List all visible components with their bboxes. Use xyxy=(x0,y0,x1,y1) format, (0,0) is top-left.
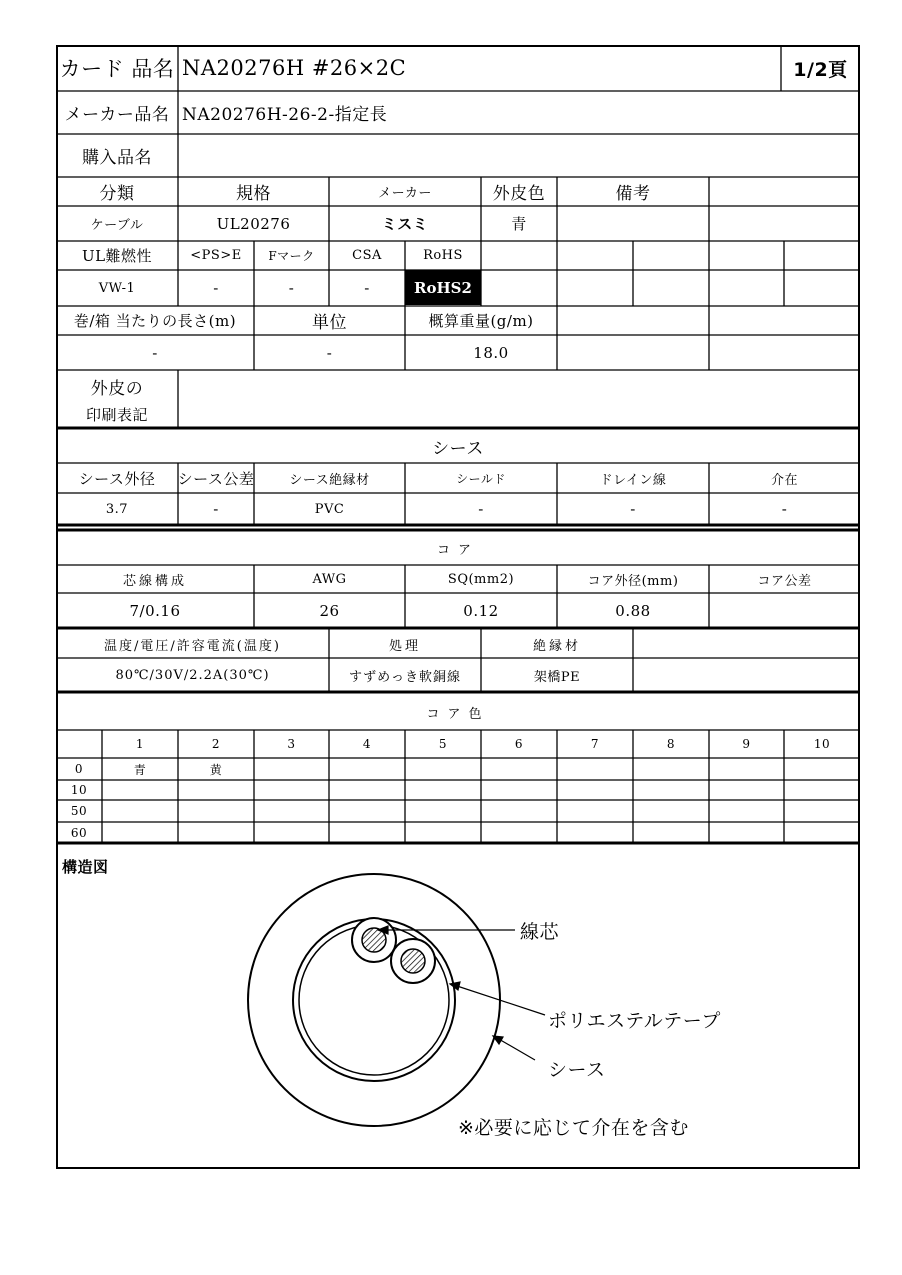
core-header-tolerance: コア公差 xyxy=(757,573,812,589)
page-number: 1/2頁 xyxy=(793,58,848,81)
card-name-value: NA20276H #26×2C xyxy=(182,56,407,80)
core-color-col-8: 8 xyxy=(666,737,676,751)
sheath-header-material: シース絶縁材 xyxy=(289,472,370,488)
core-color-col-4: 4 xyxy=(362,737,372,751)
core-color-cell: 青 xyxy=(133,762,147,777)
sheath-header-od: シース外径 xyxy=(78,469,156,488)
approval-value-fmark: - xyxy=(288,279,295,297)
conductor-2 xyxy=(401,949,425,973)
sheath-header-filler: 介在 xyxy=(770,472,798,488)
approval-header-rohs: RoHS xyxy=(423,248,463,263)
sheath-value-filler: - xyxy=(781,500,788,518)
approval-value-csa: - xyxy=(364,279,370,297)
core-color-col-2: 2 xyxy=(211,737,221,751)
core-header-od: コア外径(mm) xyxy=(587,573,679,589)
approval-header-ul: UL難燃性 xyxy=(81,247,153,265)
sheath-value-material: PVC xyxy=(314,501,345,517)
sheath-value-drain: - xyxy=(630,500,636,518)
core-color-row-label: 0 xyxy=(74,762,84,776)
sheath-title: シース xyxy=(432,439,484,459)
core-color-col-7: 7 xyxy=(590,737,600,751)
core-header-sq: SQ(mm2) xyxy=(447,571,515,587)
label-sheath: シース xyxy=(548,1058,606,1081)
core-value-sq: 0.12 xyxy=(463,601,499,620)
rating-value-insulation: 架橋PE xyxy=(533,669,581,685)
core-header-strand: 芯線構成 xyxy=(122,573,187,589)
length-header-weight: 概算重量(g/m) xyxy=(428,312,534,330)
card-name-label: カード 品名 xyxy=(59,57,175,81)
purchase-label: 購入品名 xyxy=(82,148,152,168)
sheath-outer-ring xyxy=(248,874,500,1126)
filler-note: ※必要に応じて介在を含む xyxy=(458,1116,689,1139)
length-value-weight: 18.0 xyxy=(473,343,509,362)
structure-title: 構造図 xyxy=(62,857,109,876)
sheath-value-shield: - xyxy=(478,500,484,518)
rating-value-treatment: すずめっき軟銅線 xyxy=(348,669,461,685)
approval-header-fmark: Fマーク xyxy=(268,249,315,263)
core-value-awg: 26 xyxy=(319,601,340,620)
approval-header-pse: <PS>E xyxy=(190,248,242,263)
core-color-row-label: 10 xyxy=(70,783,88,797)
class-value-category: ケーブル xyxy=(90,218,144,233)
sheath-header-shield: シールド xyxy=(456,471,506,486)
core-color-col-1: 1 xyxy=(135,737,145,751)
core-value-od: 0.88 xyxy=(615,601,651,620)
class-header-category: 分類 xyxy=(99,184,135,204)
core-color-row-label: 60 xyxy=(70,825,88,840)
class-value-maker: ミスミ xyxy=(381,215,429,233)
rating-header-treatment: 処理 xyxy=(388,638,421,654)
length-header-per-roll: 巻/箱 当たりの長さ(m) xyxy=(73,312,237,330)
core-title: コア xyxy=(436,543,479,558)
class-header-standard: 規格 xyxy=(236,184,271,204)
rating-header-insulation: 絶縁材 xyxy=(532,638,581,654)
sheath-leader-line xyxy=(497,1038,535,1060)
class-header-maker: メーカー xyxy=(378,186,432,201)
label-polyester-tape: ポリエステルテープ xyxy=(548,1009,721,1032)
sheath-value-tolerance: - xyxy=(213,500,219,518)
core-color-cell: 黄 xyxy=(209,762,223,777)
print-label-line1: 外皮の xyxy=(90,378,144,399)
approval-header-csa: CSA xyxy=(352,248,382,263)
sheath-value-od: 3.7 xyxy=(105,501,129,517)
length-value-per-roll: - xyxy=(152,343,158,362)
length-value-unit: - xyxy=(326,343,333,362)
core-header-awg: AWG xyxy=(312,571,347,587)
class-value-color: 青 xyxy=(511,215,527,233)
maker-part-label: メーカー品名 xyxy=(64,105,170,125)
sheath-header-tolerance: シース公差 xyxy=(177,469,255,488)
maker-part-value: NA20276H-26-2-指定長 xyxy=(182,105,388,125)
label-conductor: 線芯 xyxy=(520,920,560,943)
approval-value-ul: VW-1 xyxy=(98,280,136,296)
core-color-col-9: 9 xyxy=(742,737,751,751)
core-color-row-label: 50 xyxy=(70,804,88,818)
class-value-standard: UL20276 xyxy=(216,214,291,233)
sheath-header-drain: ドレイン線 xyxy=(599,472,667,488)
approval-value-pse: - xyxy=(213,279,219,297)
print-label-line2: 印刷表記 xyxy=(85,405,148,424)
core-color-col-10: 10 xyxy=(813,737,831,751)
class-header-remarks: 備考 xyxy=(615,184,651,204)
rating-header-temp-voltage: 温度/電圧/許容電流(温度) xyxy=(104,638,281,654)
rating-value-temp-voltage: 80℃/30V/2.2A(30℃) xyxy=(115,667,270,683)
core-color-col-3: 3 xyxy=(287,737,296,751)
core-color-title: コア色 xyxy=(426,706,490,722)
length-header-unit: 単位 xyxy=(312,313,347,333)
core-value-strand: 7/0.16 xyxy=(129,601,181,620)
core-color-col-5: 5 xyxy=(438,737,448,751)
class-header-color: 外皮色 xyxy=(492,184,546,204)
core-color-col-6: 6 xyxy=(514,737,524,751)
rohs-badge: RoHS2 xyxy=(405,270,481,305)
